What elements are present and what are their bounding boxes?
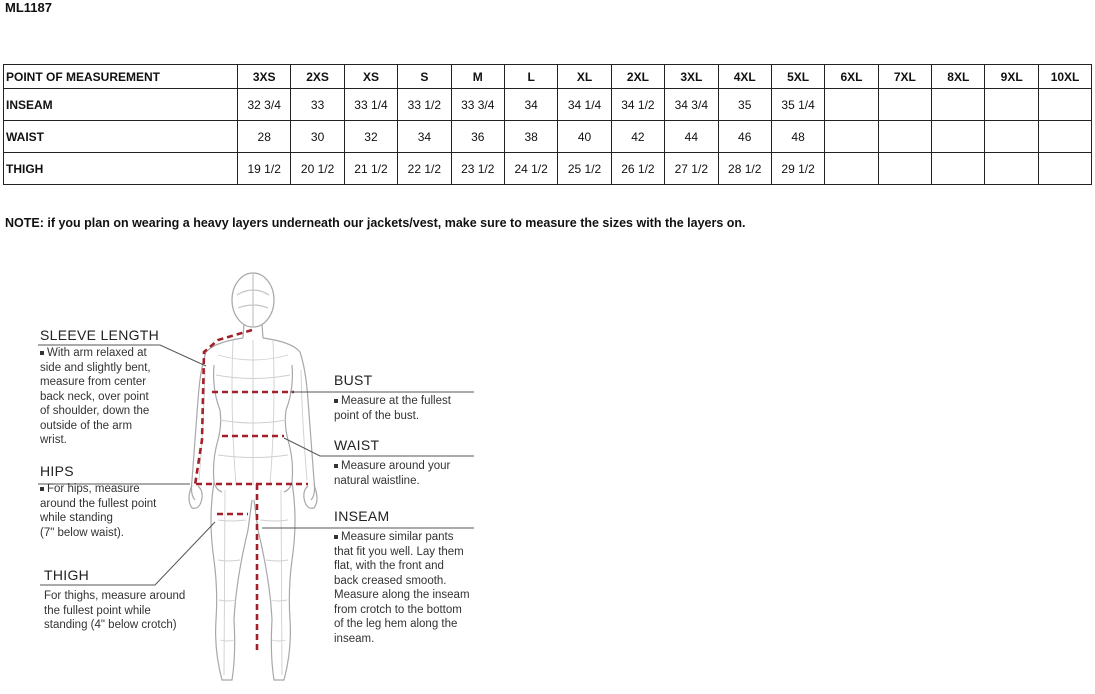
bullet-icon — [334, 464, 338, 468]
measurement-cell: 44 — [665, 121, 718, 153]
bullet-icon — [40, 351, 44, 355]
sleeve-line-5: of shoulder, down the — [40, 405, 150, 417]
measurement-cell: 35 1/4 — [771, 89, 824, 121]
row-label: THIGH — [4, 153, 238, 185]
hips-text — [40, 482, 156, 540]
size-header-cell: 2XL — [611, 65, 664, 89]
thigh-text — [44, 589, 185, 633]
measurement-cell: 26 1/2 — [611, 153, 664, 185]
inseam-text — [334, 530, 470, 646]
measurement-cell — [985, 121, 1038, 153]
size-chart-table — [3, 64, 1092, 185]
size-header-cell: 7XL — [878, 65, 931, 89]
inseam-line-5: Measure along the inseam — [334, 589, 470, 601]
measurement-cell: 28 — [238, 121, 291, 153]
table-row — [4, 89, 1092, 121]
measurement-cell: 34 1/4 — [558, 89, 611, 121]
figure-left-leg — [211, 482, 252, 680]
thigh-line-3: standing (4" below crotch) — [44, 619, 177, 631]
measurement-cell — [985, 89, 1038, 121]
thigh-title: THIGH — [44, 567, 90, 583]
waist-guide — [334, 437, 450, 488]
table-row — [4, 121, 1092, 153]
measurement-cell: 33 1/2 — [398, 89, 451, 121]
inseam-line-1: Measure similar pants — [341, 531, 454, 543]
measurement-cell: 36 — [451, 121, 504, 153]
product-code: ML1187 — [5, 0, 52, 15]
bust-line-2: point of the bust. — [334, 409, 420, 422]
measurement-cell — [1038, 121, 1091, 153]
inseam-guide — [334, 508, 470, 646]
inseam-line-6: from crotch to the bottom — [334, 603, 462, 616]
measurement-cell: 46 — [718, 121, 771, 153]
measurement-cell: 35 — [718, 89, 771, 121]
thigh-guide — [44, 567, 185, 633]
inseam-title: INSEAM — [334, 508, 390, 524]
measurement-cell: 32 3/4 — [238, 89, 291, 121]
size-header-cell: 3XL — [665, 65, 718, 89]
waist-line-1: Measure around your — [341, 460, 451, 472]
row-label: INSEAM — [4, 89, 238, 121]
measurement-cell: 32 — [344, 121, 397, 153]
bullet-icon — [40, 487, 44, 491]
measurement-cell: 28 1/2 — [718, 153, 771, 185]
thigh-line-1: For thighs, measure around — [44, 590, 186, 602]
sleeve-line-2: side and slightly bent, — [40, 361, 151, 374]
inseam-line-3: flat, with the front and — [334, 560, 444, 572]
size-header-cell: XS — [344, 65, 397, 89]
sleeve-line-6: outside of the arm — [40, 419, 133, 432]
measurement-cell: 19 1/2 — [238, 153, 291, 185]
sleeve-line-1: With arm relaxed at — [47, 347, 147, 359]
size-header-cell: XL — [558, 65, 611, 89]
bust-text — [334, 394, 451, 423]
measurement-cell — [1038, 89, 1091, 121]
sleeve-length-title: SLEEVE LENGTH — [40, 327, 160, 343]
size-header-cell: L — [504, 65, 557, 89]
hips-line-1: For hips, measure — [47, 483, 140, 495]
measurement-cell: 42 — [611, 121, 664, 153]
bust-title: BUST — [334, 372, 373, 388]
thigh-line-2: the fullest point while — [44, 604, 151, 617]
measurement-cell: 33 — [291, 89, 344, 121]
layering-note: NOTE: if you plan on wearing a heavy layers underneath our jackets/vest, make sure to measure the sizes with the layers on. — [5, 216, 746, 230]
inseam-line-7: of the leg hem along the — [334, 618, 458, 630]
measurement-cell — [825, 89, 878, 121]
waist-title: WAIST — [334, 437, 380, 453]
waist-text — [334, 459, 450, 488]
size-header-cell: 9XL — [985, 65, 1038, 89]
measurement-cell — [825, 121, 878, 153]
hips-line-4: (7" below waist). — [40, 526, 124, 539]
size-header-cell: S — [398, 65, 451, 89]
inseam-line-2: that fit you well. Lay them — [334, 545, 464, 558]
measurement-cell: 24 1/2 — [504, 153, 557, 185]
measurement-cell: 33 3/4 — [451, 89, 504, 121]
hips-guide — [40, 463, 156, 540]
hips-line-2: around the fullest point — [40, 497, 157, 510]
measurement-cell: 23 1/2 — [451, 153, 504, 185]
measurement-cell: 29 1/2 — [771, 153, 824, 185]
mannequin-figure — [189, 273, 317, 680]
measurement-cell: 48 — [771, 121, 824, 153]
size-header-cell: 2XS — [291, 65, 344, 89]
table-row — [4, 153, 1092, 185]
measurement-cell — [878, 153, 931, 185]
measurement-cell: 33 1/4 — [344, 89, 397, 121]
size-header-cell: 3XS — [238, 65, 291, 89]
size-header-cell: 10XL — [1038, 65, 1091, 89]
inseam-line-8: inseam. — [334, 632, 375, 645]
bullet-icon — [334, 399, 338, 403]
hips-title: HIPS — [40, 463, 74, 479]
measurement-cell — [878, 89, 931, 121]
measurement-cell: 34 1/2 — [611, 89, 664, 121]
figure-right-leg — [254, 482, 295, 680]
bullet-icon — [334, 535, 338, 539]
sleeve-length-text — [40, 346, 159, 448]
size-header-row — [4, 65, 1092, 89]
size-header-cell: 5XL — [771, 65, 824, 89]
size-header-cell: M — [451, 65, 504, 89]
size-header-cell: 6XL — [825, 65, 878, 89]
measurement-cell: 34 3/4 — [665, 89, 718, 121]
measurement-cell — [932, 153, 985, 185]
waist-line-2: natural waistline. — [334, 474, 420, 487]
measurement-cell: 30 — [291, 121, 344, 153]
sleeve-line-4: back neck, over point — [40, 390, 149, 403]
sleeve-line-7: wrist. — [40, 434, 67, 446]
measurement-cell — [825, 153, 878, 185]
size-header-cell: 8XL — [932, 65, 985, 89]
measurement-cell: 21 1/2 — [344, 153, 397, 185]
measurement-cell — [878, 121, 931, 153]
measurement-cell: 38 — [504, 121, 557, 153]
measurement-cell — [932, 89, 985, 121]
measurement-cell: 25 1/2 — [558, 153, 611, 185]
measurement-cell: 22 1/2 — [398, 153, 451, 185]
measurement-cell: 20 1/2 — [291, 153, 344, 185]
row-label: WAIST — [4, 121, 238, 153]
measurement-cell — [932, 121, 985, 153]
measurement-cell: 27 1/2 — [665, 153, 718, 185]
measurement-cell — [1038, 153, 1091, 185]
size-header-cell: 4XL — [718, 65, 771, 89]
measurement-cell: 34 — [398, 121, 451, 153]
measurement-cell — [985, 153, 1038, 185]
measurement-cell: 40 — [558, 121, 611, 153]
measurement-cell: 34 — [504, 89, 557, 121]
sleeve-length-guide — [40, 327, 159, 448]
hips-line-3: while standing — [40, 512, 113, 524]
bust-guide — [334, 372, 451, 423]
inseam-line-4: back creased smooth. — [334, 574, 447, 587]
sleeve-line-3: measure from center — [40, 376, 147, 388]
bust-line-1: Measure at the fullest — [341, 395, 451, 407]
header-label: POINT OF MEASUREMENT — [4, 65, 238, 89]
